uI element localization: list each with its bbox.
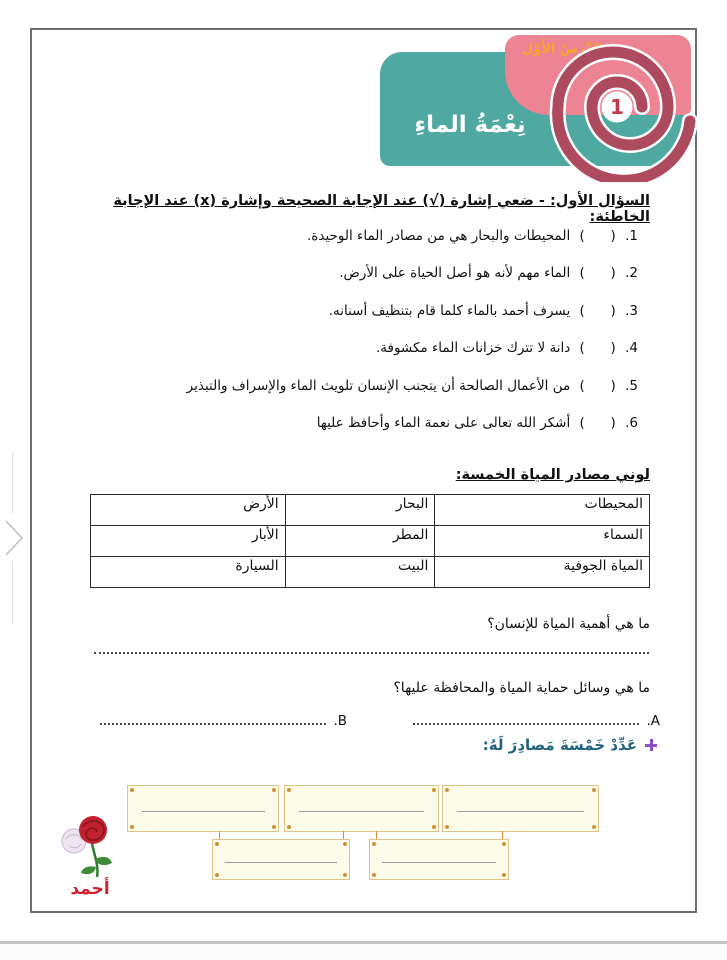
- table-row: [91, 557, 650, 588]
- list-item: [72, 378, 638, 415]
- sources-prompt: [483, 736, 657, 754]
- answer-label-a: A.: [646, 713, 660, 729]
- answer-blank: ( ): [579, 265, 616, 282]
- item-text: دانة لا تترك خزانات الماء مكشوفة.: [375, 340, 571, 357]
- write-line: [382, 862, 495, 863]
- answer-dotted-line: [94, 644, 649, 654]
- worksheet-page: [30, 28, 697, 913]
- question-protection: ما هي وسائل حماية المياة والمحافظة عليها؟: [393, 680, 650, 696]
- lesson-badge: الدَّرسُ الأَوَّل: [521, 42, 603, 57]
- table-cell: البحار: [285, 495, 435, 526]
- list-item: [72, 415, 638, 452]
- box-connector: [343, 831, 344, 839]
- item-number: 2.: [625, 265, 638, 282]
- write-line: [225, 862, 337, 863]
- box-connector: [376, 831, 377, 839]
- box-connector: [502, 831, 503, 839]
- coloring-section-heading: لوني مصادر المياة الخمسة:: [455, 467, 650, 483]
- list-item: [72, 303, 638, 340]
- item-text: المحيطات والبحار هي من مصادر الماء الوحيدة.: [307, 228, 571, 244]
- write-line: [457, 811, 584, 812]
- write-line: [299, 811, 424, 812]
- rose-logo-icon: [52, 813, 130, 879]
- table-cell: الأرض: [91, 495, 286, 526]
- table-cell: المياة الجوفية: [435, 557, 650, 588]
- source-box: [127, 785, 279, 832]
- question-importance: ما هي أهمية المياة للإنسان؟: [487, 616, 650, 632]
- list-item: [72, 265, 638, 302]
- answer-dotted-line: [100, 712, 326, 725]
- item-text: أشكر الله تعالى على نعمة الماء وأحافظ عليها: [316, 414, 571, 431]
- panel-edge-line: [12, 562, 13, 624]
- sources-prompt-text: عَدِّدْ خَمْسَةَ مَصادِرَ لَهُ:: [482, 736, 637, 754]
- table-cell: المطر: [285, 526, 435, 557]
- table-row: [91, 526, 650, 557]
- question-one-heading: السؤال الأول: - ضعي إشارة (√) عند الإجابة الصحيحة وإشارة (x) عند الإجابة الخاطئة:: [113, 193, 650, 225]
- table-cell: المحيطات: [435, 495, 650, 526]
- write-line: [142, 811, 265, 812]
- brand-name: أحمد: [70, 879, 110, 899]
- item-text: الماء مهم لأنه هو أصل الحياة على الأرض.: [339, 265, 571, 282]
- source-box: [212, 839, 350, 880]
- chevron-right-icon[interactable]: [2, 518, 28, 558]
- answer-line-a: [406, 712, 660, 729]
- list-item: [72, 228, 638, 265]
- answer-blank: ( ): [579, 228, 616, 244]
- item-text: من الأعمال الصالحة أن يتجنب الإنسان تلويث الماء والإسراف والتبذير: [186, 377, 571, 394]
- box-connector: [219, 831, 220, 839]
- answer-blank: ( ): [579, 302, 616, 319]
- answer-blank: ( ): [579, 414, 616, 431]
- source-box: [369, 839, 509, 880]
- item-number: 3.: [625, 302, 638, 319]
- item-text: يسرف أحمد بالماء كلما قام بتنظيف أسنانه.: [328, 302, 571, 319]
- answer-line-b: [93, 712, 347, 729]
- panel-edge-line: [12, 452, 13, 514]
- source-box: [442, 785, 599, 832]
- table-cell: السماء: [435, 526, 650, 557]
- star-bullet-icon: [645, 739, 657, 751]
- source-box: [284, 785, 439, 832]
- water-sources-table: [90, 494, 650, 588]
- table-row: [91, 495, 650, 526]
- item-number: 1.: [625, 228, 638, 244]
- page-title: نِعْمَةُ الماءِ: [414, 112, 526, 138]
- table-cell: السيارة: [91, 557, 286, 588]
- item-number: 6.: [625, 414, 638, 431]
- table-cell: الأبار: [91, 526, 286, 557]
- answer-label-b: B.: [333, 713, 347, 729]
- table-cell: البيت: [285, 557, 435, 588]
- list-item: [72, 340, 638, 377]
- answer-blank: ( ): [579, 377, 616, 394]
- answer-blank: ( ): [579, 340, 616, 357]
- answer-dotted-line: [413, 712, 639, 725]
- spiral-lesson-number-icon: [549, 32, 699, 182]
- lesson-number: 1: [610, 95, 624, 119]
- page-gap: [0, 944, 727, 960]
- item-number: 5.: [625, 377, 638, 394]
- item-number: 4.: [625, 340, 638, 357]
- question-one-items: [72, 228, 638, 452]
